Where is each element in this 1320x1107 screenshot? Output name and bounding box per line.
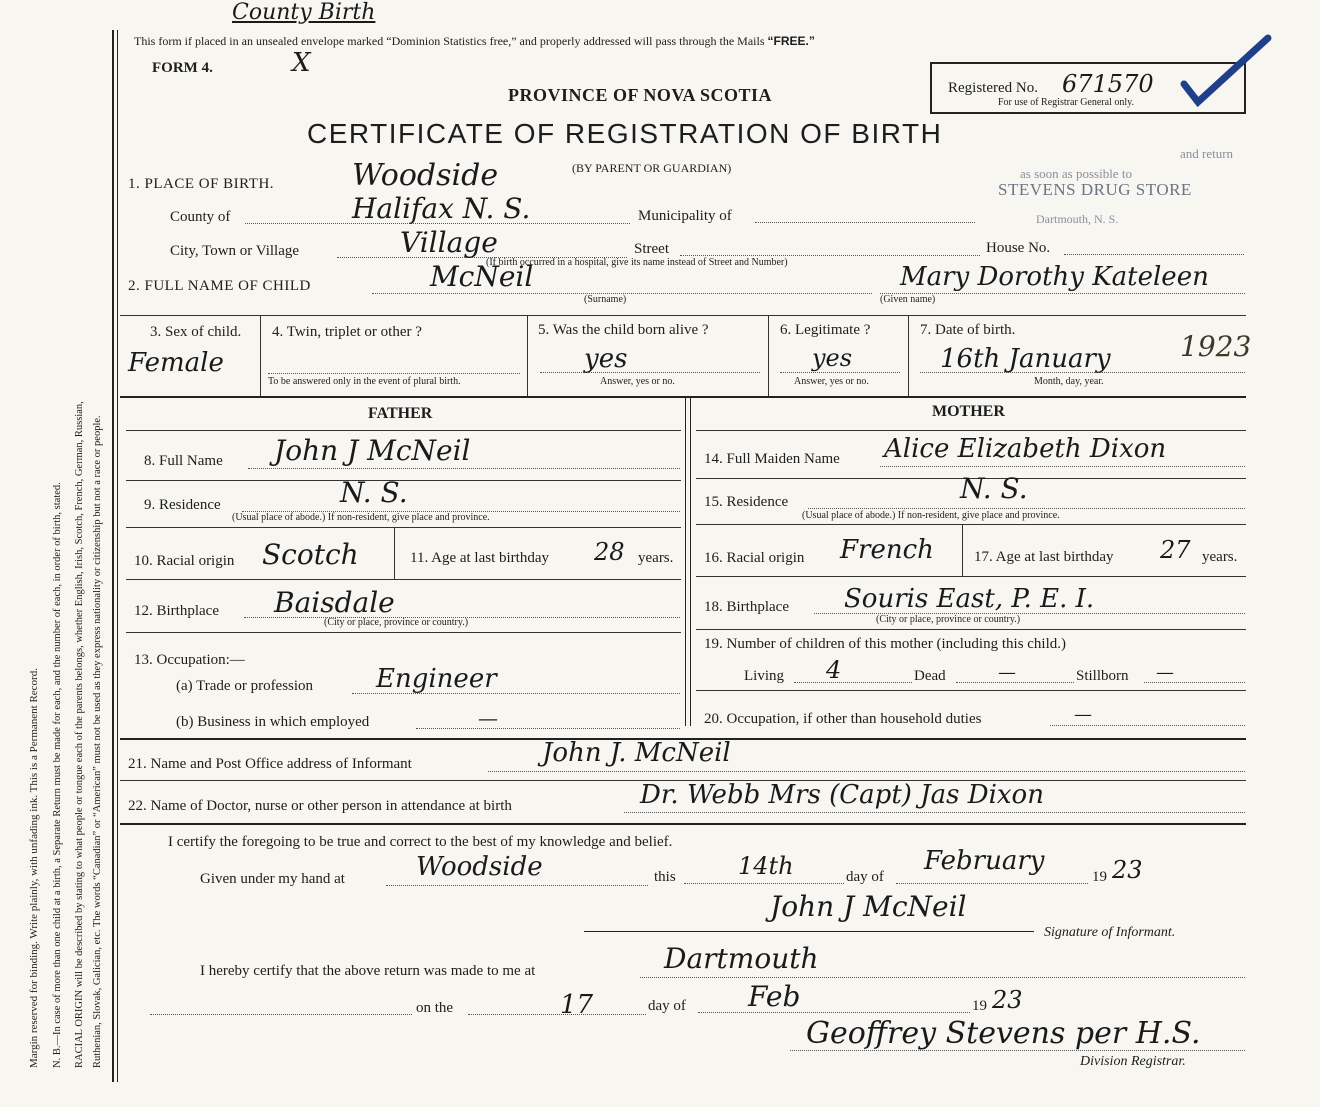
father-occupation-label: 13. Occupation:— — [134, 652, 245, 668]
registered-note: For use of Registrar General only. — [998, 97, 1134, 108]
father-business-value: — — [478, 706, 498, 730]
stamp-line-1: as soon as possible to — [1020, 166, 1132, 181]
stamp-line-3: Dartmouth, N. S. — [1036, 212, 1119, 226]
registrar-place-value: Dartmouth — [664, 942, 819, 975]
father-business-label: (b) Business in which employed — [176, 714, 370, 730]
mother-name-label: 14. Full Maiden Name — [704, 451, 840, 467]
certify-text: I certify the foregoing to be true and correct to the best of my knowledge and belief. — [168, 834, 673, 850]
check-mark-icon — [1180, 34, 1272, 115]
mother-row-line-4 — [696, 629, 1246, 630]
mother-residence-note: (Usual place of abode.) If non-resident, give place and province. — [802, 510, 1060, 521]
mother-age-unit: years. — [1202, 549, 1238, 565]
registrar-on-prefix-dotted-line — [150, 1014, 412, 1015]
dead-label: Dead — [914, 668, 946, 684]
mother-header: MOTHER — [932, 403, 1005, 420]
father-row-line-2 — [126, 527, 681, 528]
twin-note: To be answered only in the event of plural birth. — [268, 376, 461, 387]
street-label: Street — [634, 241, 669, 257]
doctor-label: 22. Name of Doctor, nurse or other person in attendance at birth — [128, 798, 512, 814]
mail-notice-free: “FREE.” — [767, 34, 815, 48]
father-trade-value: Engineer — [376, 664, 497, 694]
mother-name-dotted-line — [880, 466, 1245, 467]
registrar-signature: Geoffrey Stevens per H.S. — [806, 1016, 1201, 1051]
sex-label: 3. Sex of child. — [150, 324, 242, 340]
margin-text-nb: N. B.—In case of more than one child at a birth, a Separate Return must be made for each, and the number of each, in order of birth, stated. — [52, 482, 63, 1068]
street-dotted-line — [680, 255, 980, 256]
father-row-line-4 — [126, 632, 681, 633]
father-birthplace-value: Baisdale — [274, 586, 395, 619]
child-surname: McNeil — [430, 260, 534, 293]
doctor-bottom-line — [120, 823, 1246, 825]
father-residence-label: 9. Residence — [144, 497, 221, 513]
this-day-dotted-line — [684, 883, 844, 884]
mother-race-label: 16. Racial origin — [704, 550, 805, 566]
informant-dotted-line — [488, 771, 1245, 772]
mother-row-line-5 — [696, 690, 1246, 691]
mother-row-line-3 — [696, 576, 1246, 577]
stillborn-value: — — [1156, 662, 1174, 683]
father-header: FATHER — [368, 405, 433, 422]
child-name-label: 2. FULL NAME OF CHILD — [128, 278, 311, 294]
living-value: 4 — [826, 656, 842, 684]
registrar-month-value: Feb — [748, 980, 801, 1013]
doctor-dotted-line — [624, 812, 1245, 813]
stamp-line-2: STEVENS DRUG STORE — [998, 180, 1192, 199]
father-birthplace-note: (City or place, province or country.) — [324, 617, 469, 628]
margin-text-racial-2: Ruthenian, Slovak, Galician, etc. The words “Canadian” or “American” must not be used as they express nationality or citizenship but not a race or people. — [92, 415, 103, 1068]
row3-divider-1 — [260, 315, 261, 396]
mother-age-value: 27 — [1160, 536, 1191, 564]
hospital-note: (If birth occurred in a hospital, give its name instead of Street and Number) — [486, 257, 788, 268]
alive-note: Answer, yes or no. — [600, 376, 675, 387]
month-dotted-line — [896, 883, 1088, 884]
mother-header-line — [696, 430, 1246, 431]
mother-birthplace-note: (City or place, province or country.) — [876, 614, 1021, 625]
given-under-hand-label: Given under my hand at — [200, 871, 345, 887]
x-mark: X — [292, 48, 311, 78]
parents-divider — [685, 396, 686, 726]
mother-birthplace-value: Souris East, P. E. I. — [844, 584, 1095, 614]
informant-label: 21. Name and Post Office address of Informant — [128, 756, 412, 772]
doctor-value: Dr. Webb Mrs (Capt) Jas Dixon — [640, 780, 1044, 810]
mother-name-value: Alice Elizabeth Dixon — [884, 434, 1167, 464]
mother-race-age-divider — [962, 524, 963, 576]
mother-children-label: 19. Number of children of this mother (including this child.) — [704, 636, 1067, 652]
house-dotted-line — [1064, 254, 1244, 255]
month-value: February — [924, 846, 1045, 876]
row3-divider-3 — [768, 315, 769, 396]
father-business-dotted-line — [416, 728, 680, 729]
father-header-line — [126, 430, 681, 431]
father-race-age-divider — [394, 527, 395, 579]
father-residence-value: N. S. — [340, 476, 408, 509]
county-value: Halifax N. S. — [352, 192, 531, 225]
mother-row-line-2 — [696, 524, 1246, 525]
informant-signature-label: Signature of Informant. — [1044, 925, 1176, 940]
dead-value: — — [998, 662, 1016, 683]
mail-notice-text: This form if placed in an unsealed envelope marked “Dominion Statistics free,” and properly addressed will pass through the Mails — [134, 34, 765, 48]
house-label: House No. — [986, 240, 1051, 256]
registrar-month-dotted-line — [698, 1012, 970, 1013]
mother-occupation-value: — — [1074, 704, 1092, 725]
city-label: City, Town or Village — [170, 243, 300, 259]
page-title: CERTIFICATE OF REGISTRATION OF BIRTH — [307, 118, 943, 149]
father-age-unit: years. — [638, 550, 674, 566]
binding-border-line-inner — [117, 30, 118, 1082]
father-residence-note: (Usual place of abode.) If non-resident, give place and province. — [232, 512, 490, 523]
stillborn-label: Stillborn — [1076, 668, 1129, 684]
registrar-day-dotted-line — [468, 1014, 646, 1015]
registrar-certify-text: I hereby certify that the above return was made to me at — [200, 963, 536, 979]
mother-birthplace-label: 18. Birthplace — [704, 599, 789, 615]
this-day-value: 14th — [738, 852, 794, 880]
this-label: this — [654, 869, 676, 885]
margin-text-racial-1: RACIAL ORIGIN will be described by stating to what people or tongue each of the parents belongs, whether English, Irish, Scotch, French, German, Russian, — [74, 401, 85, 1068]
page-subtitle: (BY PARENT OR GUARDIAN) — [572, 161, 732, 175]
twin-dotted-line — [268, 373, 520, 374]
surname-note: (Surname) — [584, 294, 627, 305]
alive-dotted-line — [540, 372, 760, 373]
father-name-value: John J McNeil — [274, 434, 471, 467]
informant-signature: John J McNeil — [770, 890, 967, 923]
informant-value: John J. McNeil — [542, 738, 731, 768]
father-name-dotted-line — [248, 468, 680, 469]
place-of-birth-label: 1. PLACE OF BIRTH. — [128, 176, 275, 192]
row3-divider-4 — [908, 315, 909, 396]
dob-note: Month, day, year. — [1034, 376, 1104, 387]
given-place-dotted-line — [386, 885, 648, 886]
twin-label: 4. Twin, triplet or other ? — [272, 324, 422, 340]
dob-value: 16th January — [940, 344, 1111, 374]
registrar-day-value: 17 — [560, 990, 594, 1020]
alive-value: yes — [584, 344, 628, 374]
registered-number: 671570 — [1062, 70, 1154, 98]
year-suffix: 23 — [1112, 856, 1143, 884]
row3-divider-2 — [527, 315, 528, 396]
father-birthplace-label: 12. Birthplace — [134, 603, 219, 619]
dob-dotted-line — [920, 372, 1245, 373]
given-place-value: Woodside — [416, 852, 543, 882]
father-age-label: 11. Age at last birthday — [410, 550, 549, 566]
mother-occupation-dotted-line — [1050, 725, 1245, 726]
mail-notice — [134, 34, 815, 49]
legitimate-label: 6. Legitimate ? — [780, 322, 871, 338]
registrar-year-prefix: 19 — [972, 998, 987, 1014]
legitimate-note: Answer, yes or no. — [794, 376, 869, 387]
legitimate-value: yes — [812, 344, 853, 372]
mother-residence-dotted-line — [808, 508, 1245, 509]
sex-value: Female — [128, 348, 224, 378]
father-race-label: 10. Racial origin — [134, 553, 235, 569]
father-age-value: 28 — [594, 538, 625, 566]
binding-border-line — [112, 30, 114, 1082]
father-row-line-3 — [126, 579, 681, 580]
row3-bottom-border — [120, 396, 1246, 398]
child-given-name: Mary Dorothy Kateleen — [900, 262, 1209, 292]
place-of-birth-value: Woodside — [352, 158, 499, 193]
mother-residence-label: 15. Residence — [704, 494, 789, 510]
registered-label: Registered No. — [948, 80, 1038, 96]
day-of-label: day of — [846, 869, 884, 885]
informant-signature-line — [584, 931, 1034, 932]
mother-age-label: 17. Age at last birthday — [974, 549, 1114, 565]
stamp-partial-return: and return — [1180, 146, 1234, 161]
county-birth-note: County Birth — [232, 0, 376, 25]
margin-text-binding: Margin reserved for binding. Write plainly, with unfading ink. This is a Permanent Record. — [28, 668, 40, 1068]
mother-occupation-label: 20. Occupation, if other than household duties — [704, 711, 982, 727]
year-prefix: 19 — [1092, 869, 1107, 885]
province-heading: PROVINCE OF NOVA SCOTIA — [508, 85, 773, 105]
registrar-on-label: on the — [416, 1000, 454, 1016]
alive-label: 5. Was the child born alive ? — [538, 322, 709, 338]
municipality-dotted-line — [755, 222, 975, 223]
row3-top-border — [120, 315, 1246, 316]
living-dotted-line — [794, 682, 912, 683]
legitimate-dotted-line — [780, 372, 900, 373]
father-race-value: Scotch — [262, 538, 359, 571]
mother-race-value: French — [840, 535, 934, 565]
mother-residence-value: N. S. — [960, 472, 1028, 505]
registrar-year-suffix: 23 — [992, 986, 1023, 1014]
dob-label: 7. Date of birth. — [920, 322, 1016, 338]
city-value: Village — [400, 226, 498, 259]
registrar-place-dotted-line — [640, 977, 1245, 978]
registrar-signature-dotted-line — [790, 1050, 1245, 1051]
registrar-day-of-label: day of — [648, 998, 686, 1014]
municipality-label: Municipality of — [638, 208, 732, 224]
parents-divider-2 — [690, 396, 691, 726]
dob-year: 1923 — [1180, 330, 1252, 363]
form-number: FORM 4. — [152, 60, 213, 76]
living-label: Living — [744, 668, 784, 684]
county-label: County of — [170, 209, 231, 225]
given-note: (Given name) — [880, 294, 936, 305]
registrar-signature-label: Division Registrar. — [1080, 1054, 1186, 1069]
father-trade-label: (a) Trade or profession — [176, 678, 314, 694]
father-name-label: 8. Full Name — [144, 453, 223, 469]
